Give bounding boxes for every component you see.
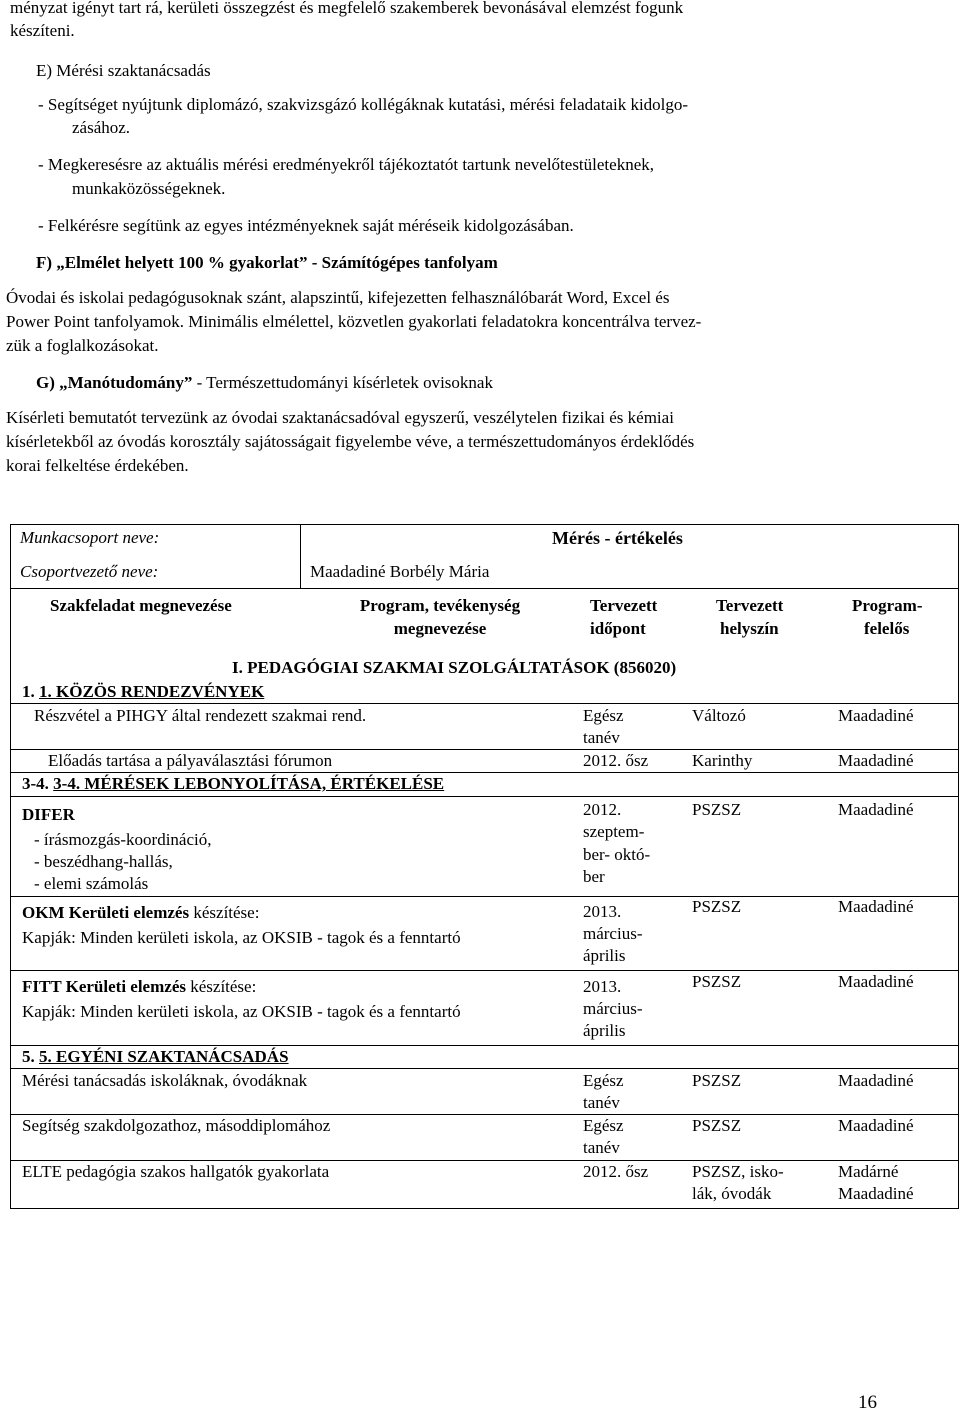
section-f-line-2: Power Point tanfolyamok. Minimális elmélettel, közvetlen gyakorlati feladatokra koncentrálva tervez- xyxy=(6,312,702,331)
row-3-title: DIFER xyxy=(22,805,75,824)
row-line-8 xyxy=(10,1068,959,1069)
header-felelos-line-2: felelős xyxy=(864,619,910,638)
section-g-line-2: kísérletekből az óvodás korosztály sajátosságait figyelembe véve, a természettudományos érdeklődés xyxy=(6,432,695,451)
row-5-place: PSZSZ xyxy=(692,972,742,991)
row-3-place: PSZSZ xyxy=(692,800,742,819)
table-border-top xyxy=(10,524,959,525)
row-line-4 xyxy=(10,796,959,797)
table-line-header xyxy=(10,588,959,589)
header-program-line-2: megnevezése xyxy=(393,619,487,638)
section-title: I. PEDAGÓGIAI SZAKMAI SZOLGÁLTATÁSOK (856020) xyxy=(232,658,677,677)
row-6-time-line-2: tanév xyxy=(583,1093,620,1112)
row-6-place: PSZSZ xyxy=(692,1071,742,1090)
subsection-1-text: 1. KÖZÖS RENDEZVÉNYEK xyxy=(39,682,265,701)
section-e-bullet-2-line-1: - Megkeresésre az aktuális mérési eredményekről tájékoztatót tartunk nevelőtestületeknek, xyxy=(38,155,654,174)
header-program-line-1: Program, tevékenység xyxy=(359,596,521,615)
intro-line-1: ményzat igényt tart rá, kerületi összegzést és megfelelő szakemberek bevonásával elemzést fogunk xyxy=(10,0,684,17)
row-8-place-line-2: lák, óvodák xyxy=(692,1184,772,1203)
row-line-3 xyxy=(10,772,959,773)
header-tervezett-helyszin-line-1: Tervezett xyxy=(716,596,784,615)
row-line-10 xyxy=(10,1160,959,1161)
subsection-3-text: 5. EGYÉNI SZAKTANÁCSADÁS xyxy=(39,1047,289,1066)
intro-line-2: készíteni. xyxy=(10,21,75,40)
row-7-place: PSZSZ xyxy=(692,1116,742,1135)
header-tervezett-helyszin-line-2: helyszín xyxy=(720,619,779,638)
row-line-2 xyxy=(10,749,959,750)
row-line-1 xyxy=(10,703,959,704)
row-line-9 xyxy=(10,1114,959,1115)
header-felelos-line-1: Program- xyxy=(852,596,923,615)
row-5-title-bold: FITT Kerületi elemzés xyxy=(22,977,186,996)
row-1-responsible: Maadadiné xyxy=(838,706,914,725)
row-1-place: Változó xyxy=(692,706,746,725)
row-4-title-bold: OKM Kerületi elemzés xyxy=(22,903,190,922)
section-f-heading: F) „Elmélet helyett 100 % gyakorlat” - Számítógépes tanfolyam xyxy=(36,253,498,272)
row-7-responsible: Maadadiné xyxy=(838,1116,914,1135)
table-border-bottom xyxy=(10,1208,959,1209)
subsection-1-title xyxy=(22,682,264,702)
section-g-line-1: Kísérleti bemutatót tervezünk az óvodai szaktanácsadóval egyszerű, veszélytelen fizikai és kémiai xyxy=(6,408,674,427)
section-e-bullet-1-line-2: zásához. xyxy=(72,118,131,137)
table-border-left xyxy=(10,524,11,1208)
row-8-time: 2012. ősz xyxy=(583,1162,649,1181)
row-3-item-2: - beszédhang-hallás, xyxy=(34,852,173,871)
row-4-responsible: Maadadiné xyxy=(838,897,914,916)
section-e-bullet-3: - Felkérésre segítünk az egyes intézményeknek saját méréseik kidolgozásában. xyxy=(38,216,574,235)
row-4-title xyxy=(22,903,259,923)
row-3-item-1: - írásmozgás-koordináció, xyxy=(34,830,212,849)
munkacsoport-label: Munkacsoport neve: xyxy=(20,528,160,547)
row-4-place: PSZSZ xyxy=(692,897,742,916)
section-e-heading: E) Mérési szaktanácsadás xyxy=(36,61,211,80)
row-5-responsible: Maadadiné xyxy=(838,972,914,991)
table-border-right xyxy=(958,524,959,1208)
header-tervezett-idopont-line-1: Tervezett xyxy=(590,596,658,615)
row-4-title-rest: készítése: xyxy=(189,903,260,922)
section-g-heading-rest: - Természettudományi kísérletek ovisoknak xyxy=(192,373,493,392)
header-tervezett-idopont-line-2: időpont xyxy=(590,619,646,638)
row-4-time-line-3: április xyxy=(583,946,626,965)
row-6-time-line-1: Egész xyxy=(583,1071,624,1090)
row-6-responsible: Maadadiné xyxy=(838,1071,914,1090)
row-7-time-line-2: tanév xyxy=(583,1138,620,1157)
page-number: 16 xyxy=(858,1392,877,1413)
subsection-2-number: 3-4. xyxy=(22,774,54,793)
row-3-time-line-3: ber- októ- xyxy=(583,845,651,864)
row-3-item-3: - elemi számolás xyxy=(34,874,149,893)
row-2-desc: Előadás tartása a pályaválasztási fórumon xyxy=(48,751,333,770)
subsection-2-title xyxy=(22,774,444,794)
row-3-time-line-2: szeptem- xyxy=(583,822,645,841)
row-4-time-line-1: 2013. xyxy=(583,902,622,921)
row-5-time-line-3: április xyxy=(583,1021,626,1040)
row-8-place-line-1: PSZSZ, isko- xyxy=(692,1162,784,1181)
section-f-line-1: Óvodai és iskolai pedagógusoknak szánt, alapszintű, kifejezetten felhasználóbarát Word, Excel és xyxy=(6,288,670,307)
row-2-responsible: Maadadiné xyxy=(838,751,914,770)
row-5-desc: Kapják: Minden kerületi iskola, az OKSIB - tagok és a fenntartó xyxy=(22,1002,461,1021)
subsection-1-number: 1. xyxy=(22,682,39,701)
row-8-responsible-line-1: Madárné xyxy=(838,1162,899,1181)
row-7-time-line-1: Egész xyxy=(583,1116,624,1135)
row-3-time-line-4: ber xyxy=(583,867,605,886)
row-line-5 xyxy=(10,896,959,897)
row-1-time-line-1: Egész xyxy=(583,706,624,725)
row-5-title xyxy=(22,977,256,997)
row-6-desc: Mérési tanácsadás iskoláknak, óvodáknak xyxy=(22,1071,308,1090)
subsection-2-text: 3-4. MÉRÉSEK LEBONYOLÍTÁSA, ÉRTÉKELÉSE xyxy=(53,774,445,793)
section-f-line-3: zük a foglalkozásokat. xyxy=(6,336,159,355)
section-g-heading xyxy=(36,373,493,393)
row-8-responsible-line-2: Maadadiné xyxy=(838,1184,914,1203)
row-line-6 xyxy=(10,970,959,971)
row-3-time-line-1: 2012. xyxy=(583,800,622,819)
csoportvezeto-label: Csoportvezető neve: xyxy=(20,562,159,581)
row-5-time-line-2: március- xyxy=(583,999,643,1018)
row-line-7 xyxy=(10,1045,959,1046)
row-4-time-line-2: március- xyxy=(583,924,643,943)
header-szakfeladat: Szakfeladat megnevezése xyxy=(50,596,232,615)
group-title: Mérés - értékelés xyxy=(552,528,683,548)
row-4-desc: Kapják: Minden kerületi iskola, az OKSIB - tagok és a fenntartó xyxy=(22,928,461,947)
subsection-3-number: 5. xyxy=(22,1047,39,1066)
row-7-desc: Segítség szakdolgozathoz, másoddiplomához xyxy=(22,1116,331,1135)
table-divider-title xyxy=(300,524,301,588)
subsection-3-title xyxy=(22,1047,289,1067)
section-g-heading-bold: G) „Manótudomány” xyxy=(36,373,193,392)
row-2-place: Karinthy xyxy=(692,751,753,770)
row-2-time: 2012. ősz xyxy=(583,751,649,770)
row-1-time-line-2: tanév xyxy=(583,728,620,747)
section-e-bullet-2-line-2: munkaközösségeknek. xyxy=(72,179,226,198)
row-5-time-line-1: 2013. xyxy=(583,977,622,996)
section-g-line-3: korai felkeltése érdekében. xyxy=(6,456,189,475)
row-5-title-rest: készítése: xyxy=(185,977,257,996)
row-1-desc: Részvétel a PIHGY által rendezett szakmai rend. xyxy=(34,706,367,725)
csoportvezeto-value: Maadadiné Borbély Mária xyxy=(310,562,490,581)
row-3-responsible: Maadadiné xyxy=(838,800,914,819)
row-8-desc: ELTE pedagógia szakos hallgatók gyakorlata xyxy=(22,1162,330,1181)
section-e-bullet-1-line-1: - Segítséget nyújtunk diplomázó, szakvizsgázó kollégáknak kutatási, mérési feladataik kidolgo- xyxy=(38,95,689,114)
